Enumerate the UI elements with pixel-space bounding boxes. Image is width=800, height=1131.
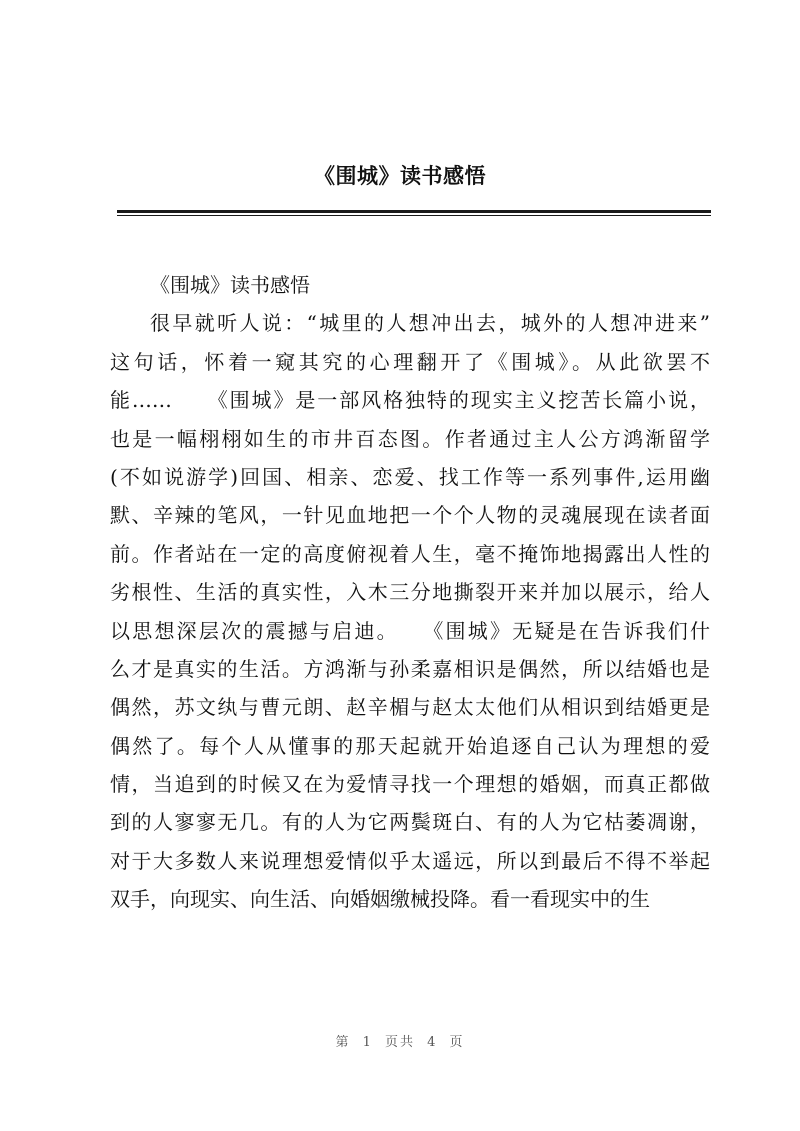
body-line: 情，当追到的时候又在为爱情寻找一个理想的婚姻，而真正都做 — [110, 772, 710, 797]
document-title: 《围城》读书感悟 — [314, 164, 486, 188]
document-body — [110, 266, 710, 919]
body-line: 偶然了。每个人从懂事的那天起就开始追逐自己认为理想的爱 — [110, 733, 710, 758]
body-line: (不如说游学)回国、相亲、恋爱、找工作等一系列事件,运用幽 — [110, 464, 710, 489]
page-number: 第 1 页共 4 页 — [335, 1035, 465, 1050]
title-divider-thin — [117, 215, 711, 216]
body-line: 这句话，怀着一窥其究的心理翻开了《围城》。从此欲罢不 — [110, 349, 710, 374]
body-line: 对于大多数人来说理想爱情似乎太遥远，所以到最后不得不举起 — [110, 848, 710, 873]
body-line: 劣根性、生活的真实性，入木三分地撕裂开来并加以展示，给人 — [110, 580, 710, 605]
body-line: 很早就听人说：“城里的人想冲出去，城外的人想冲进来” — [150, 311, 710, 336]
body-line: 么才是真实的生活。方鸿渐与孙柔嘉相识是偶然，所以结婚也是 — [110, 656, 710, 681]
body-line: 以思想深层次的震撼与启迪。 《围城》无疑是在告诉我们什 — [110, 618, 710, 643]
body-line: 到的人寥寥无几。有的人为它两鬓斑白、有的人为它枯萎凋谢， — [110, 810, 710, 835]
body-line: 偶然，苏文纨与曹元朗、赵辛楣与赵太太他们从相识到结婚更是 — [110, 695, 710, 720]
body-line: 前。作者站在一定的高度俯视着人生，毫不掩饰地揭露出人性的 — [110, 541, 710, 566]
body-subheading: 《围城》读书感悟 — [150, 273, 310, 297]
body-line: 默、辛辣的笔风，一针见血地把一个个人物的灵魂展现在读者面 — [110, 503, 710, 528]
body-line: 双手，向现实、向生活、向婚姻缴械投降。看一看现实中的生 — [110, 887, 650, 912]
title-divider — [117, 210, 711, 213]
body-line: 也是一幅栩栩如生的市井百态图。作者通过主人公方鸿渐留学 — [110, 426, 710, 451]
body-line: 能…… 《围城》是一部风格独特的现实主义挖苦长篇小说， — [110, 388, 710, 413]
